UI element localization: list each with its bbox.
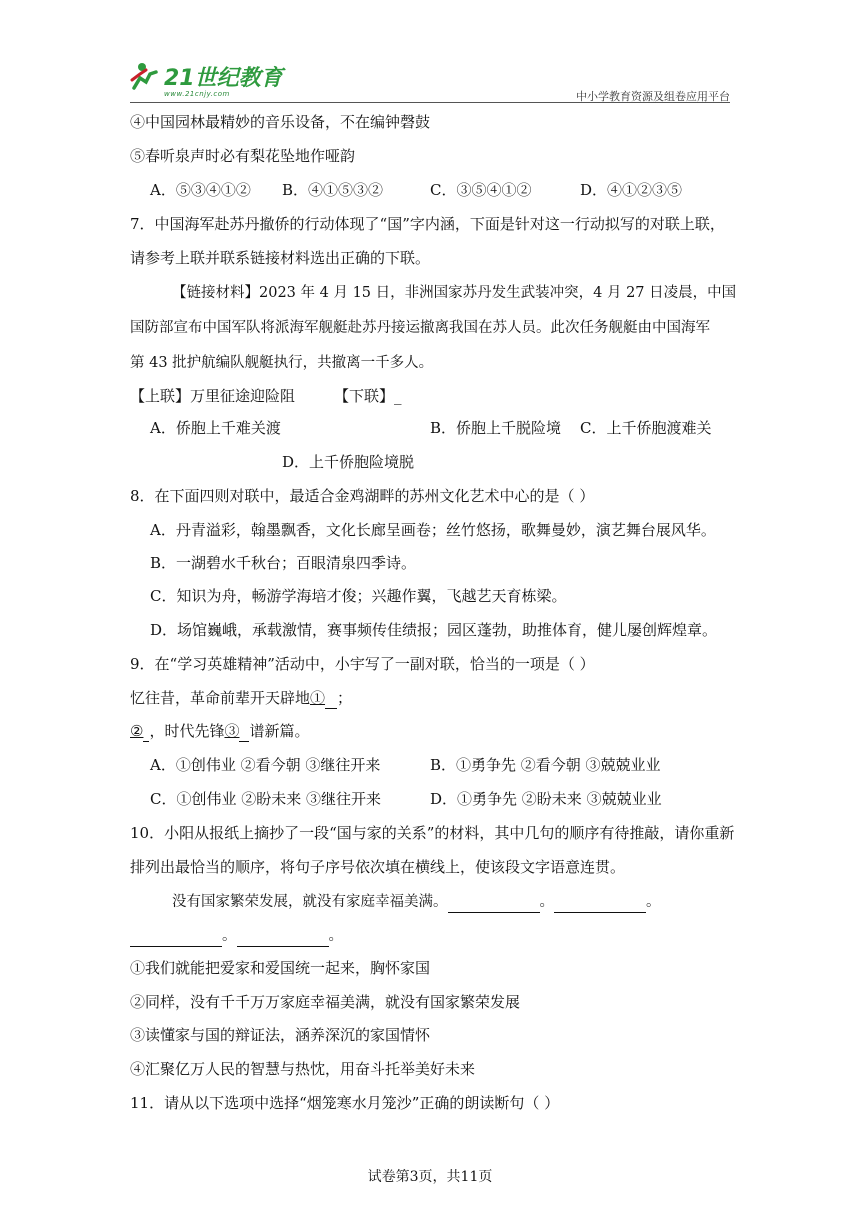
q8-option-a: A．丹青溢彩，翰墨飘香，文化长廊呈画卷；丝竹悠扬，歌舞曼妙，演艺舞台展风华。: [150, 521, 716, 539]
q10-answer-blank-1[interactable]: [448, 892, 540, 913]
runner-logo-icon: [130, 60, 283, 94]
q7-stem-line-2: 请参考上联并联系链接材料选出正确的下联。: [130, 249, 431, 267]
q9-blank-1: ①: [310, 689, 326, 707]
platform-name: 中小学教育资源及组卷应用平台: [576, 90, 730, 103]
q10-answer-blank-2[interactable]: [554, 892, 646, 913]
q11-stem: 11．请从以下选项中选择“烟笼寒水月笼沙”正确的朗读断句（ ）: [130, 1094, 560, 1112]
q10-item-3: ③读懂家与国的辩证法，涵养深沉的家国情怀: [130, 1026, 431, 1044]
q9-couplet-line-1: [130, 688, 352, 709]
q9-line1-text: 忆往昔，革命前辈开天辟地: [130, 689, 311, 707]
q6-option-c: C．③⑤④①②: [430, 181, 532, 199]
q6-item-4: ④中国园林最精妙的音乐设备，不在编钟磬鼓: [130, 113, 431, 131]
q9-couplet-line-2: [130, 721, 310, 742]
q10-passage-continued: [130, 926, 343, 947]
q10-sep-4: 。: [328, 928, 343, 944]
q8-option-b: B．一湖碧水千秋台；百眼清泉四季诗。: [150, 554, 417, 572]
q10-sep-3: 。: [222, 928, 237, 944]
q10-passage-text: 没有国家繁荣发展，就没有家庭幸福美满。: [172, 894, 448, 910]
q7-material-line-1: 【链接材料】2023 年 4 月 15 日，非洲国家苏丹发生武装冲突，4 月 27 日凌晨，中国: [172, 285, 737, 301]
q9-option-d: D．①勇争先 ②盼未来 ③兢兢业业: [430, 790, 662, 808]
q9-stem: 9．在“学习英雄精神”活动中，小宇写了一副对联，恰当的一项是（ ）: [130, 655, 595, 673]
q10-sep-1: 。: [539, 894, 554, 910]
q7-material-line-3: 第 43 批护航编队舰艇执行，共撤离一千多人。: [130, 355, 434, 371]
q7-option-c: C．上千侨胞渡难关: [580, 419, 712, 437]
q9-option-a: A．①创伟业 ②看今朝 ③继往开来: [150, 756, 381, 774]
q7-option-a: A．侨胞上千难关渡: [150, 419, 281, 437]
q6-item-5: ⑤春听泉声时必有梨花坠地作哑韵: [130, 147, 356, 165]
q7-lower-couplet: 【下联】_: [334, 387, 402, 405]
q7-stem-line-1: 7．中国海军赴苏丹撤侨的行动体现了“国”字内涵，下面是针对这一行动拟写的对联上联，: [130, 215, 725, 233]
q9-blank-2: ②: [130, 722, 144, 740]
q10-stem-line-2: 排列出最恰当的顺序，将句子序号依次填在横线上，使该段文字语意连贯。: [130, 858, 626, 876]
logo-url: www.21cnjy.com: [164, 90, 230, 98]
q10-passage: [172, 892, 661, 913]
q9-option-c: C．①创伟业 ②盼未来 ③继往开来: [150, 790, 382, 808]
page-footer: 试卷第3页，共11页: [367, 1169, 493, 1185]
q10-item-2: ②同样，没有千千万万家庭幸福美满，就没有国家繁荣发展: [130, 993, 521, 1011]
q7-option-b: B．侨胞上千脱险境: [430, 419, 562, 437]
q8-option-d: D．场馆巍峨，承载激情，赛事频传佳绩报；园区蓬勃，助推体育，健儿屡创辉煌章。: [150, 621, 718, 639]
q6-option-a: A．⑤③④①②: [150, 181, 251, 199]
q9-line1-end: ；: [337, 689, 353, 707]
q10-sep-2: 。: [646, 894, 661, 910]
q10-item-1: ①我们就能把爱家和爱国统一起来，胸怀家国: [130, 959, 431, 977]
q10-answer-blank-4[interactable]: [237, 926, 329, 947]
header-divider: [130, 102, 730, 103]
q8-option-c: C．知识为舟，畅游学海培才俊；兴趣作翼，飞越艺天育栋梁。: [150, 587, 567, 605]
q10-item-4: ④汇聚亿万人民的智慧与热忱，用奋斗托举美好未来: [130, 1060, 476, 1078]
q9-option-b: B．①勇争先 ②看今朝 ③兢兢业业: [430, 756, 661, 774]
q9-blank-3: ③: [224, 722, 240, 740]
q10-stem-line-1: 10．小阳从报纸上摘抄了一段“国与家的关系”的材料，其中几句的顺序有待推敲，请你重新: [130, 824, 735, 842]
q9-line2-mid: ，时代先锋: [149, 722, 225, 740]
q10-answer-blank-3[interactable]: [130, 926, 222, 947]
logo-text: 21世纪教育: [164, 66, 283, 91]
q7-option-d: D．上千侨胞险境脱: [282, 453, 415, 471]
page-header: [130, 60, 730, 102]
q7-upper-couplet: 【上联】万里征途迎险阻: [130, 387, 296, 405]
q6-option-b: B．④①⑤③②: [282, 181, 384, 199]
site-logo: [130, 60, 283, 102]
q7-material-line-2: 国防部宣布中国军队将派海军舰艇赴苏丹接运撤离我国在苏人员。此次任务舰艇由中国海军: [130, 320, 710, 336]
q9-blank-1-line: [325, 688, 337, 709]
q6-option-d: D．④①②③⑤: [580, 181, 683, 199]
q8-stem: 8．在下面四则对联中，最适合金鸡湖畔的苏州文化艺术中心的是（ ）: [130, 487, 595, 505]
q9-blank-3-line: [239, 721, 249, 742]
q9-line2-end: 谱新篇。: [249, 722, 310, 740]
